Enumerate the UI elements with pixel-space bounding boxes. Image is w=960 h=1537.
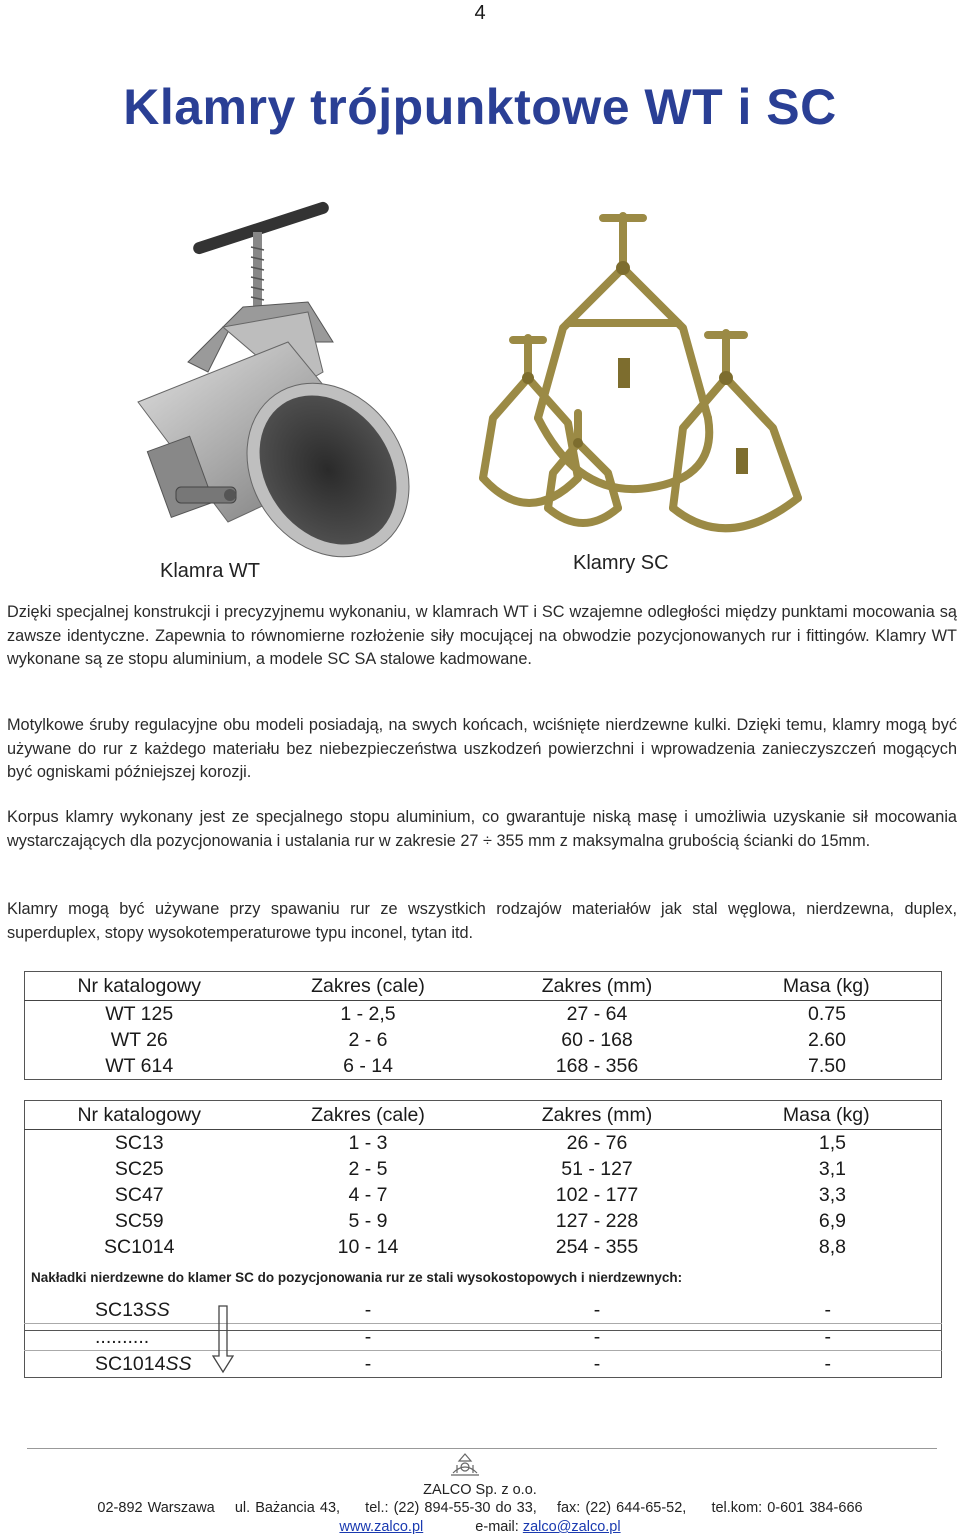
cell-mass: 1,5 bbox=[818, 1132, 846, 1154]
cell-range-in: 6 - 14 bbox=[343, 1055, 393, 1077]
page-number: 4 bbox=[474, 2, 486, 24]
cell-range-in: 2 - 6 bbox=[348, 1029, 388, 1051]
cell-catalog: SC13 bbox=[114, 1132, 164, 1154]
sc-clamps-photo bbox=[468, 208, 824, 558]
header-range-mm: Zakres (mm) bbox=[483, 1101, 712, 1130]
cell-range-mm: 127 - 228 bbox=[555, 1210, 639, 1232]
cell-range-mm: 26 - 76 bbox=[566, 1132, 628, 1154]
inserts-note: Nakładki nierdzewne do klamer SC do pozycjonowania rur ze stali wysokostopowych i nierdzewnych: bbox=[31, 1270, 683, 1285]
cell-mass: 8,8 bbox=[818, 1236, 846, 1258]
table-row bbox=[25, 1297, 942, 1324]
table-row bbox=[25, 1156, 942, 1182]
table-header-row bbox=[25, 1101, 942, 1130]
header-mass: Masa (kg) bbox=[712, 972, 942, 1001]
cell-range-mm: - bbox=[593, 1353, 601, 1375]
table-row bbox=[25, 1324, 942, 1351]
catalog-suffix: SS bbox=[165, 1353, 192, 1375]
table-row bbox=[25, 1208, 942, 1234]
cell-mass: 2.60 bbox=[808, 1029, 846, 1051]
cell-mass: - bbox=[712, 1324, 942, 1351]
cell-range-in: 1 - 2,5 bbox=[340, 1003, 396, 1025]
cell-range-mm: - bbox=[483, 1297, 712, 1324]
cell-mass: - bbox=[712, 1297, 942, 1324]
cell-mass: 0.75 bbox=[808, 1003, 846, 1025]
email-link[interactable]: zalco@zalco.pl bbox=[522, 1519, 621, 1535]
header-catalog: Nr katalogowy bbox=[25, 1101, 254, 1130]
catalog-suffix: SS bbox=[143, 1299, 170, 1321]
cell-mass: 6,9 bbox=[818, 1210, 846, 1232]
table-row bbox=[25, 1234, 942, 1260]
footer-company: ZALCO Sp. z o.o. bbox=[423, 1482, 537, 1498]
catalog-prefix: .......... bbox=[95, 1326, 150, 1348]
cell-catalog: SC47 bbox=[114, 1184, 164, 1206]
cell-catalog: WT 26 bbox=[110, 1029, 168, 1051]
cell-range-in: 4 - 7 bbox=[348, 1184, 388, 1206]
cell-range-mm: 102 - 177 bbox=[555, 1184, 639, 1206]
header-range-mm: Zakres (mm) bbox=[483, 972, 712, 1001]
table-row bbox=[25, 1027, 942, 1053]
cell-range-mm: 254 - 355 bbox=[555, 1236, 639, 1258]
website-link[interactable]: www.zalco.pl bbox=[339, 1519, 424, 1535]
table-row bbox=[25, 1182, 942, 1208]
cell-range-mm: 168 - 356 bbox=[555, 1055, 639, 1077]
cell-range-mm: 60 - 168 bbox=[561, 1029, 633, 1051]
cell-catalog: SC1014 bbox=[104, 1236, 175, 1258]
table-row bbox=[25, 1001, 942, 1028]
paragraph-intro: Dzięki specjalnej konstrukcji i precyzyjnemu wykonaniu, w klamrach WT i SC wzajemne odległości między punktami mocowania są zawsze identyczne. Zapewnia to równomierne rozłożenie siły mocującej na obwodzie pozycjonowanych rur i fittingów. Klamry WT wykonane są ze stopu aluminium, a modele SC SA stalowe kadmowane. bbox=[7, 603, 957, 668]
cell-range-mm: - bbox=[483, 1324, 712, 1351]
cell-range-in: - bbox=[254, 1297, 483, 1324]
company-logo-icon bbox=[447, 1451, 483, 1479]
cell-mass: 3,3 bbox=[818, 1184, 846, 1206]
cell-range-mm: 51 - 127 bbox=[561, 1158, 633, 1180]
table-header-row bbox=[25, 972, 942, 1001]
footer-contact bbox=[0, 1519, 960, 1535]
table-row bbox=[25, 1053, 942, 1080]
cell-range-in: - bbox=[364, 1353, 372, 1375]
cell-catalog: SC25 bbox=[114, 1158, 164, 1180]
email-label: e-mail: bbox=[475, 1519, 519, 1535]
paragraph-screws: Motylkowe śruby regulacyjne obu modeli posiadają, na swych końcach, wciśnięte nierdzewne kulki. Dzięki temu, klamry mogą być używane do rur z każdego materiału bez niebezpieczeństwa uszkodzeń powierzchni i wprowadzenia zanieczyszczeń mogących być ogniskami późniejszej korozji. bbox=[7, 716, 957, 781]
paragraph-materials: Klamry mogą być używane przy spawaniu rur ze wszystkich rodzajów materiałów jak stal węglowa, nierdzewna, duplex, superduplex, stopy wysokotemperaturowe typu inconel, tytan itd. bbox=[7, 900, 957, 942]
header-range-in: Zakres (cale) bbox=[254, 1101, 483, 1130]
cell-mass: - bbox=[824, 1353, 831, 1375]
cell-catalog: WT 614 bbox=[105, 1055, 174, 1077]
cell-range-in: 1 - 3 bbox=[348, 1132, 388, 1154]
table-row bbox=[25, 1351, 942, 1378]
table-row bbox=[25, 1130, 942, 1157]
header-range-in: Zakres (cale) bbox=[254, 972, 483, 1001]
cell-mass: 3,1 bbox=[818, 1158, 846, 1180]
wt-clamp-photo bbox=[118, 192, 418, 567]
footer-address: 02-892 Warszawa ul. Bażancia 43, tel.: (22) 894-55-30 do 33, fax: (22) 644-65-52, tel.kom: 0-601 384-666 bbox=[97, 1500, 863, 1516]
cell-range-in: - bbox=[254, 1324, 483, 1351]
cell-mass: 7.50 bbox=[808, 1055, 846, 1077]
sc-inserts-table bbox=[24, 1297, 942, 1378]
catalog-prefix: SC13 bbox=[95, 1299, 144, 1321]
down-arrow-icon bbox=[212, 1304, 234, 1374]
cell-range-in: 2 - 5 bbox=[348, 1158, 388, 1180]
header-mass: Masa (kg) bbox=[712, 1101, 942, 1130]
page-title: Klamry trójpunktowe WT i SC bbox=[123, 79, 837, 135]
cell-range-in: 5 - 9 bbox=[348, 1210, 388, 1232]
caption-wt: Klamra WT bbox=[160, 560, 260, 582]
catalog-prefix: SC1014 bbox=[95, 1353, 166, 1375]
cell-range-in: 10 - 14 bbox=[337, 1236, 399, 1258]
footer-divider bbox=[27, 1448, 937, 1449]
cell-catalog: WT 125 bbox=[105, 1003, 174, 1025]
wt-spec-table bbox=[24, 971, 942, 1080]
cell-catalog: SC59 bbox=[114, 1210, 164, 1232]
paragraph-body: Korpus klamry wykonany jest ze specjalnego stopu aluminium, co gwarantuje niską masę i umożliwia uzyskanie sił mocowania wystarczających dla pozycjonowania i ustalania rur w zakresie 27 ÷ 355 mm z maksymalna grubością ścianki do 15mm. bbox=[7, 808, 957, 850]
header-catalog: Nr katalogowy bbox=[25, 972, 254, 1001]
caption-sc: Klamry SC bbox=[573, 552, 669, 574]
cell-range-mm: 27 - 64 bbox=[566, 1003, 628, 1025]
